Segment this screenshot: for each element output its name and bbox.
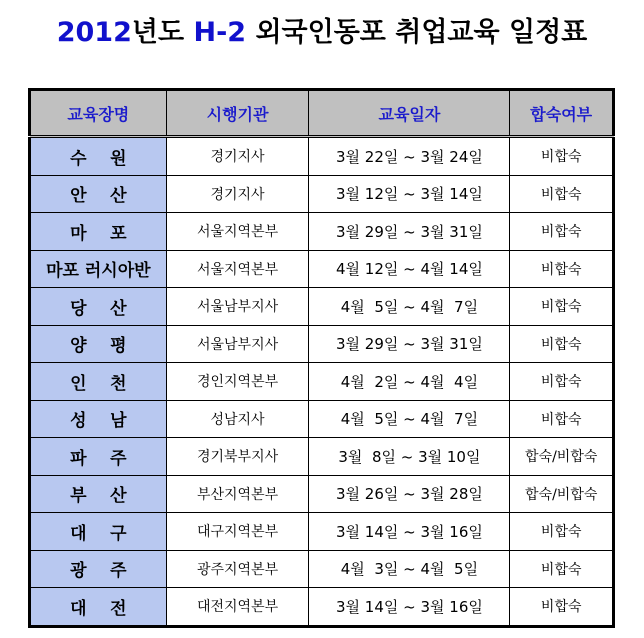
agency-cell: 광주지역본부 [166,550,309,588]
lodging-cell: 합숙/비합숙 [510,438,614,476]
date-cell: 3월 29일 ~ 3월 31일 [309,325,510,363]
agency-cell: 대구지역본부 [166,513,309,551]
location-cell: 성 남 [30,400,167,438]
date-cell: 3월 14일 ~ 3월 16일 [309,513,510,551]
lodging-cell: 비합숙 [510,213,614,251]
agency-cell: 경인지역본부 [166,363,309,401]
location-cell: 대 전 [30,588,167,627]
table-row [30,175,614,213]
agency-cell: 서울남부지사 [166,288,309,326]
title-visa: H-2 [193,17,247,48]
location-cell: 광 주 [30,550,167,588]
title-part1: 년도 [131,17,194,48]
lodging-cell: 비합숙 [510,137,614,176]
table-row [30,438,614,476]
lodging-cell: 비합숙 [510,363,614,401]
lodging-cell: 비합숙 [510,288,614,326]
date-cell: 4월 2일 ~ 4월 4일 [309,363,510,401]
page-title [0,10,644,49]
title-year: 2012 [56,17,132,48]
location-cell: 양 평 [30,325,167,363]
date-cell: 4월 5일 ~ 4월 7일 [309,288,510,326]
agency-cell: 경기지사 [166,175,309,213]
agency-cell: 대전지역본부 [166,588,309,627]
date-cell: 3월 12일 ~ 3월 14일 [309,175,510,213]
agency-cell: 성남지사 [166,400,309,438]
agency-cell: 부산지역본부 [166,475,309,513]
lodging-cell: 비합숙 [510,325,614,363]
location-cell: 파 주 [30,438,167,476]
table-row [30,475,614,513]
location-cell: 안 산 [30,175,167,213]
table-row [30,400,614,438]
agency-cell: 서울지역본부 [166,250,309,288]
date-cell: 3월 22일 ~ 3월 24일 [309,137,510,176]
date-cell: 3월 14일 ~ 3월 16일 [309,588,510,627]
agency-cell: 경기북부지사 [166,438,309,476]
location-cell: 마 포 [30,213,167,251]
table-row [30,250,614,288]
title-part2: 외국인동포 취업교육 일정표 [246,17,588,48]
date-cell: 3월 26일 ~ 3월 28일 [309,475,510,513]
location-cell: 마포 러시아반 [30,250,167,288]
lodging-cell: 비합숙 [510,550,614,588]
date-cell: 3월 29일 ~ 3월 31일 [309,213,510,251]
lodging-cell: 비합숙 [510,400,614,438]
lodging-cell: 합숙/비합숙 [510,475,614,513]
date-cell: 4월 3일 ~ 4월 5일 [309,550,510,588]
table-row [30,550,614,588]
agency-cell: 서울남부지사 [166,325,309,363]
date-cell: 4월 5일 ~ 4월 7일 [309,400,510,438]
header-lodging: 합숙여부 [510,90,614,137]
lodging-cell: 비합숙 [510,175,614,213]
table-row [30,137,614,176]
date-cell: 4월 12일 ~ 4월 14일 [309,250,510,288]
schedule-table [28,88,615,628]
table-body [30,137,614,627]
table-row [30,288,614,326]
location-cell: 당 산 [30,288,167,326]
location-cell: 부 산 [30,475,167,513]
location-cell: 인 천 [30,363,167,401]
location-cell: 대 구 [30,513,167,551]
table-row [30,588,614,627]
header-date: 교육일자 [309,90,510,137]
header-row [30,90,614,137]
table-row [30,325,614,363]
header-agency: 시행기관 [166,90,309,137]
table-row [30,213,614,251]
lodging-cell: 비합숙 [510,513,614,551]
lodging-cell: 비합숙 [510,588,614,627]
table-row [30,363,614,401]
date-cell: 3월 8일 ~ 3월 10일 [309,438,510,476]
agency-cell: 경기지사 [166,137,309,176]
lodging-cell: 비합숙 [510,250,614,288]
table-row [30,513,614,551]
location-cell: 수 원 [30,137,167,176]
header-location: 교육장명 [30,90,167,137]
agency-cell: 서울지역본부 [166,213,309,251]
